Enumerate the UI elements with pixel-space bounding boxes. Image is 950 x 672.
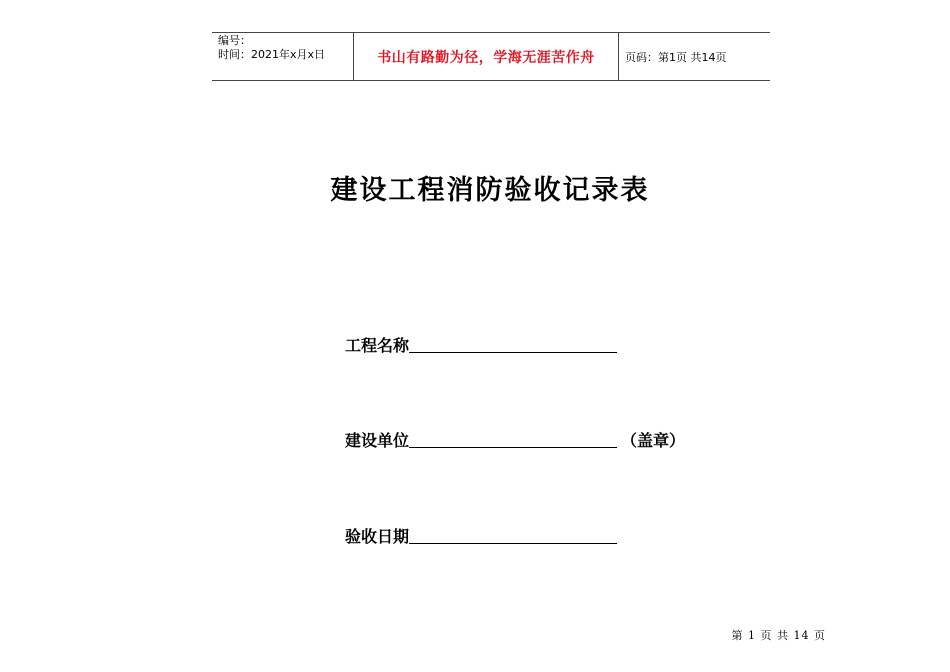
project-name-label: 工程名称 [345,336,410,355]
date-label: 验收日期 [345,527,410,546]
date-blank [409,542,617,544]
header-meta-cell [212,33,354,80]
project-name-row [345,333,617,356]
builder-blank [409,446,617,448]
document-time-label: 时间：2021年x月x日 [218,48,326,61]
page-header [212,32,770,81]
document-title: 建设工程消防验收记录表 [330,175,650,206]
seal-note: （盖章） [621,431,686,450]
builder-label: 建设单位 [345,431,410,450]
project-name-blank [409,351,617,353]
header-page-info: 页码：第1页 共14页 [625,50,727,64]
builder-row [345,428,685,451]
page-footer: 第 1 页 共 14 页 [731,629,826,642]
date-row [345,524,617,547]
document-number-label: 编号： [218,34,251,47]
header-motto: 书山有路勤为径，学海无涯苦作舟 [354,33,619,80]
